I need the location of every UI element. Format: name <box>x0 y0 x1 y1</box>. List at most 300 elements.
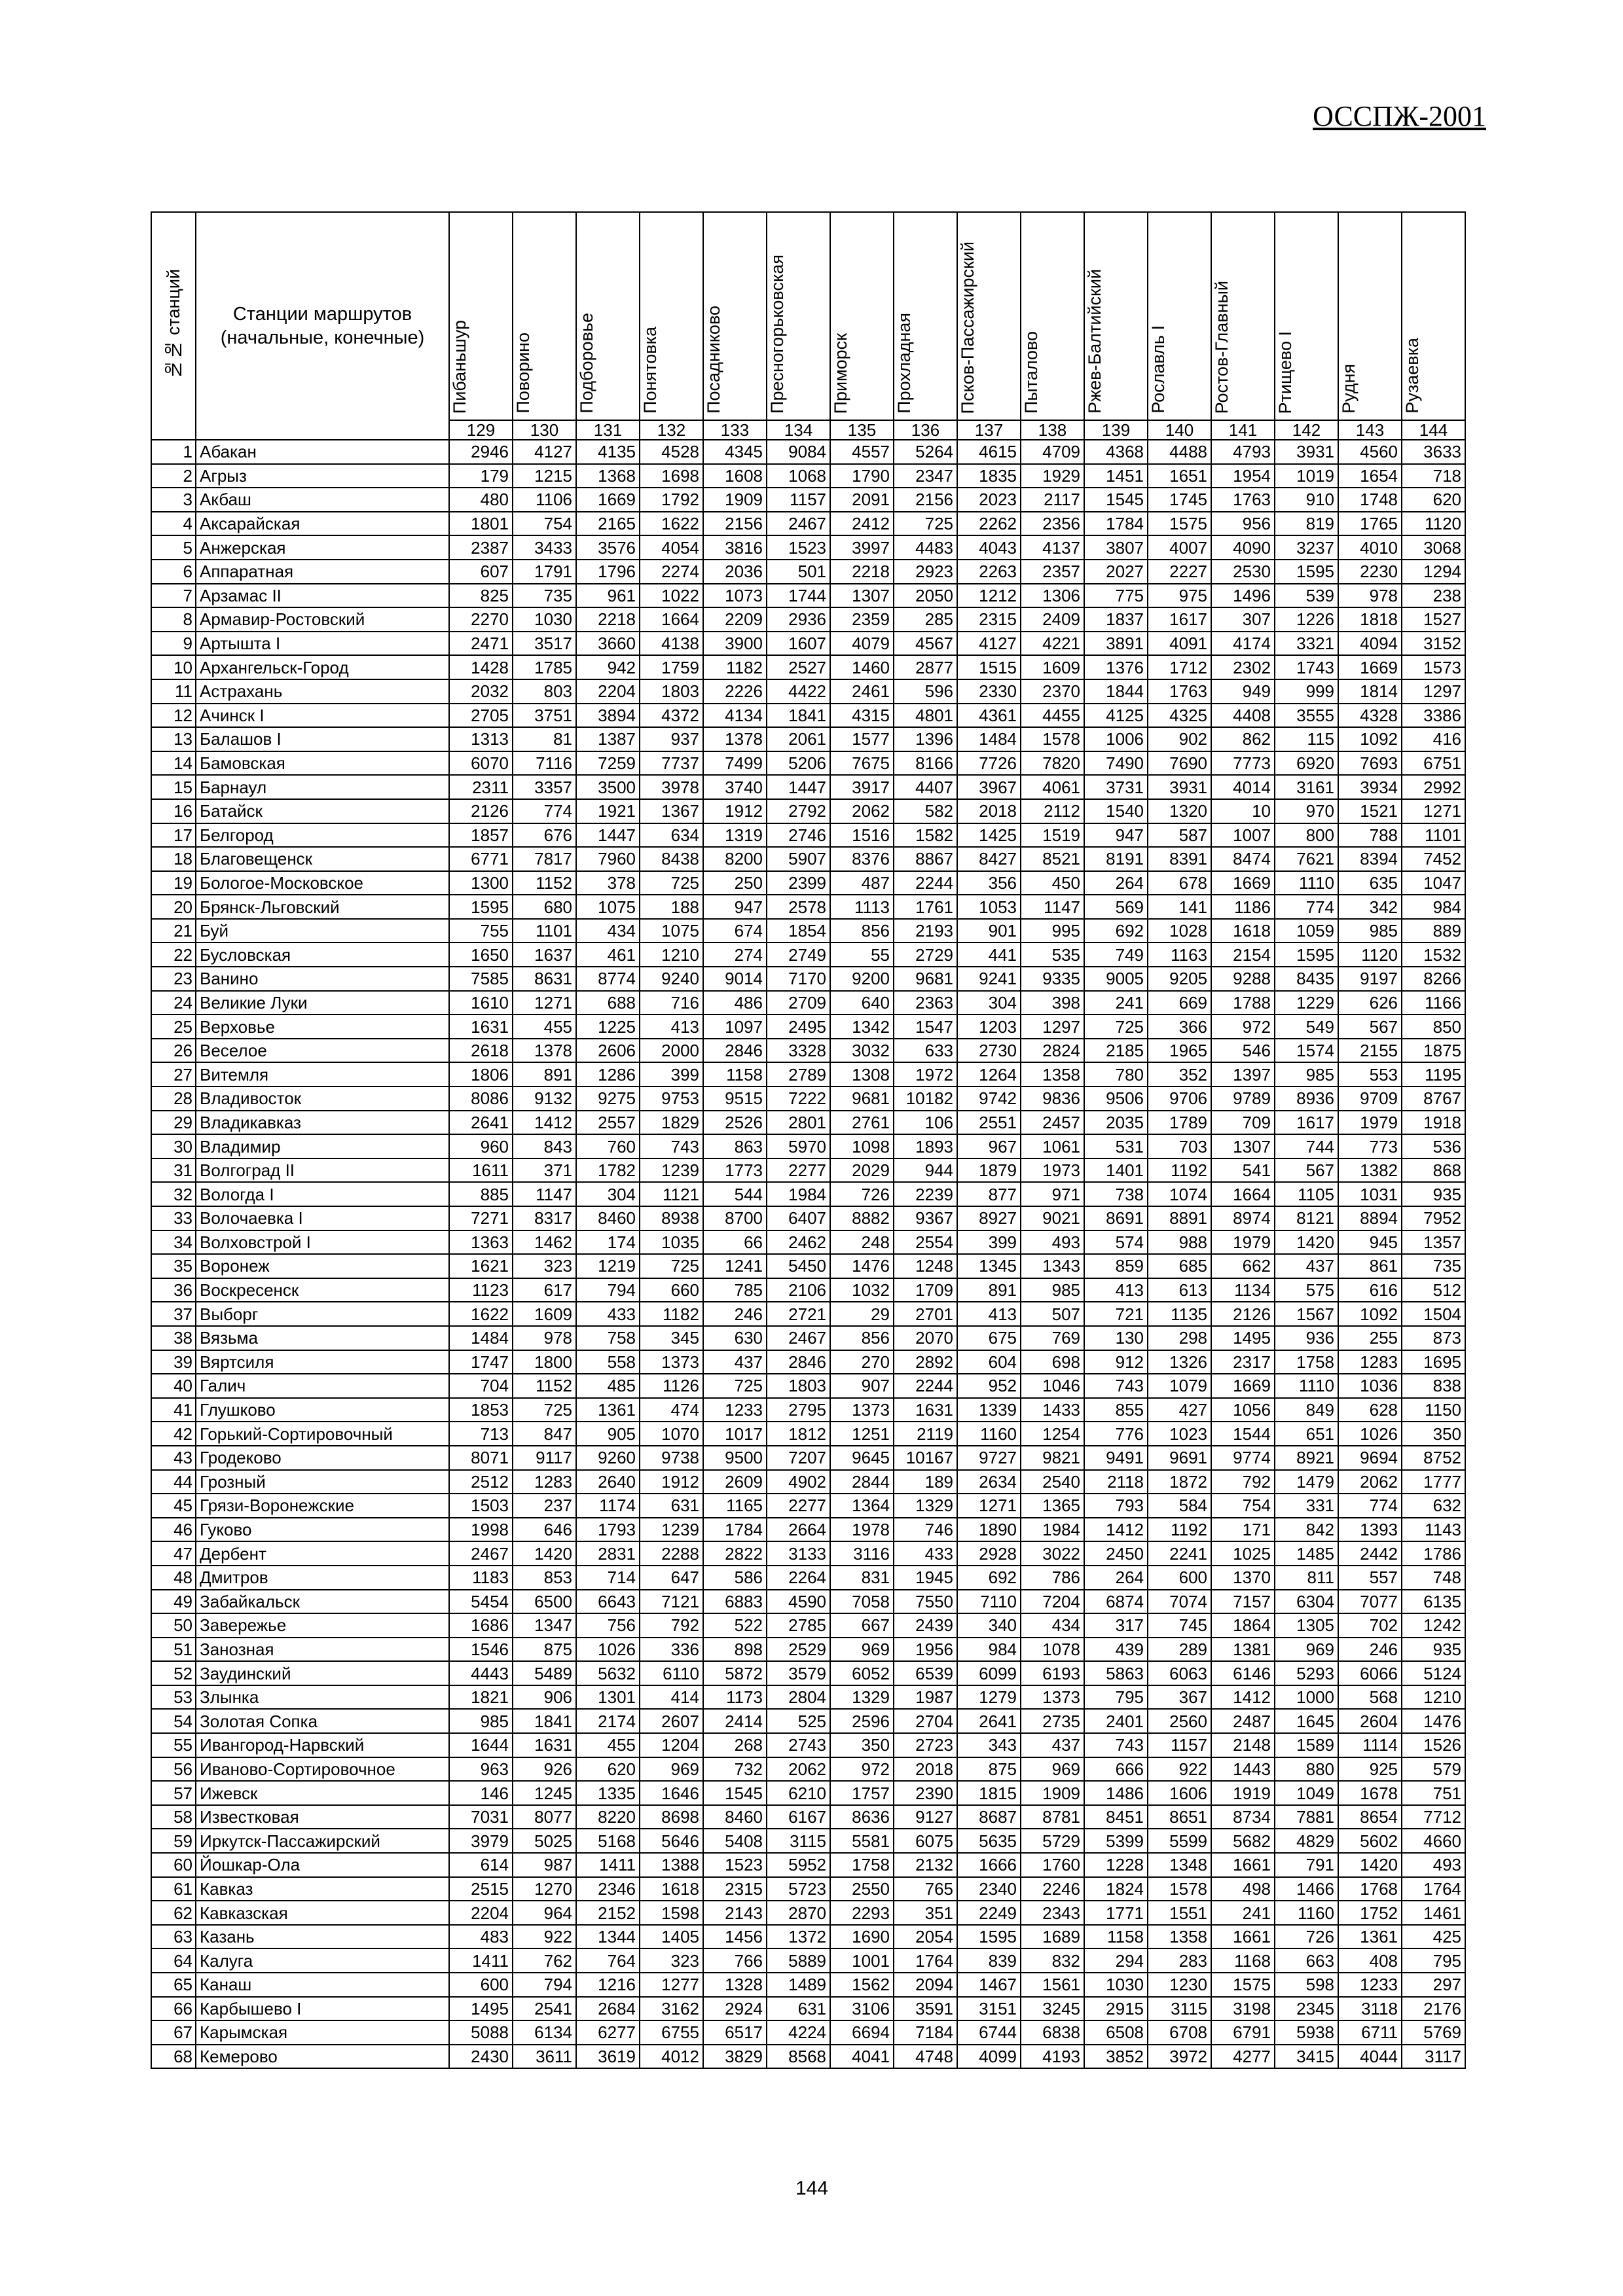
destination-station-name: Приморск <box>831 332 850 414</box>
distance-cell: 746 <box>894 1518 957 1542</box>
station-column-header <box>196 212 449 440</box>
distance-cell: 1264 <box>957 1062 1021 1086</box>
distance-cell: 6517 <box>703 2020 767 2045</box>
distance-cell: 437 <box>1021 1733 1084 1757</box>
index-column-label: №№ станций <box>164 269 183 380</box>
distance-cell: 1709 <box>894 1278 957 1302</box>
station-index: 49 <box>151 1590 196 1614</box>
distance-cell: 1344 <box>576 1925 640 1949</box>
distance-cell: 567 <box>1275 1158 1338 1183</box>
distance-cell: 716 <box>640 991 703 1015</box>
distance-cell: 1595 <box>449 895 513 919</box>
distance-cell: 582 <box>894 799 957 823</box>
distance-cell: 891 <box>513 1062 576 1086</box>
distance-cell: 1562 <box>830 1973 894 1997</box>
distance-cell: 773 <box>1338 1134 1402 1158</box>
destination-station-name: Рудня <box>1339 364 1359 414</box>
distance-cell: 5635 <box>957 1829 1021 1853</box>
station-name: Бологое-Московское <box>196 871 449 895</box>
destination-column-header <box>957 212 1021 420</box>
distance-cell: 2467 <box>767 1326 830 1350</box>
distance-cell: 237 <box>513 1494 576 1518</box>
distance-cell: 4368 <box>1084 440 1148 464</box>
distance-cell: 901 <box>957 919 1021 943</box>
table-row <box>151 775 1465 799</box>
distance-cell: 4054 <box>640 535 703 560</box>
distance-cell: 6063 <box>1148 1661 1211 1685</box>
distance-cell: 8781 <box>1021 1805 1084 1829</box>
distance-cell: 596 <box>894 679 957 704</box>
station-name: Завережье <box>196 1613 449 1638</box>
distance-cell: 2870 <box>767 1901 830 1925</box>
destination-station-name: Пресногорьковская <box>767 255 787 414</box>
table-row <box>151 1613 1465 1638</box>
distance-cell: 3032 <box>830 1039 894 1063</box>
distance-cell: 2239 <box>894 1182 957 1206</box>
station-index: 6 <box>151 560 196 584</box>
distance-cell: 553 <box>1338 1062 1402 1086</box>
distance-cell: 4407 <box>894 775 957 799</box>
destination-station-name: Ртищево I <box>1275 331 1295 414</box>
distance-cell: 803 <box>513 679 576 704</box>
distance-cell: 1348 <box>1148 1853 1211 1877</box>
distance-cell: 1271 <box>1402 799 1465 823</box>
distance-cell: 1890 <box>957 1518 1021 1542</box>
distance-cell: 2664 <box>767 1518 830 1542</box>
station-index: 27 <box>151 1062 196 1086</box>
distance-cell: 9515 <box>703 1086 767 1111</box>
distance-cell: 678 <box>1148 871 1211 895</box>
distance-cell: 1595 <box>957 1925 1021 1949</box>
station-index: 35 <box>151 1254 196 1278</box>
distance-cell: 6694 <box>830 2020 894 2045</box>
distance-cell: 891 <box>957 1278 1021 1302</box>
distance-cell: 1358 <box>1021 1062 1084 1086</box>
distance-cell: 842 <box>1275 1518 1338 1542</box>
distance-cell: 8974 <box>1211 1206 1275 1230</box>
distance-cell: 531 <box>1084 1134 1148 1158</box>
distance-cell: 2023 <box>957 488 1021 512</box>
distance-cell: 2270 <box>449 607 513 632</box>
distance-cell: 1313 <box>449 727 513 751</box>
distance-cell: 1844 <box>1084 679 1148 704</box>
distance-cell: 298 <box>1148 1326 1211 1350</box>
distance-cell: 1466 <box>1275 1877 1338 1901</box>
distance-cell: 2450 <box>1084 1541 1148 1566</box>
distance-cell: 1157 <box>767 488 830 512</box>
distance-cell: 632 <box>1402 1494 1465 1518</box>
station-index: 9 <box>151 632 196 656</box>
distance-cell: 1748 <box>1338 488 1402 512</box>
station-name: Кемерово <box>196 2045 449 2069</box>
distance-cell: 7259 <box>576 751 640 776</box>
distance-cell: 1578 <box>1021 727 1084 751</box>
table-row <box>151 1326 1465 1350</box>
distance-cell: 8200 <box>703 847 767 871</box>
distance-cell: 189 <box>894 1470 957 1494</box>
distance-cell: 1168 <box>1211 1948 1275 1973</box>
distance-cell: 9014 <box>703 967 767 991</box>
distance-cell: 3731 <box>1084 775 1148 799</box>
distance-cell: 493 <box>1402 1853 1465 1877</box>
distance-cell: 2227 <box>1148 560 1211 584</box>
distance-cell: 7204 <box>1021 1590 1084 1614</box>
distance-cell: 725 <box>894 512 957 536</box>
distance-cell: 1212 <box>957 584 1021 608</box>
distance-cell: 1056 <box>1211 1398 1275 1422</box>
distance-cell: 1622 <box>449 1302 513 1326</box>
distance-cell: 8435 <box>1275 967 1338 991</box>
distance-cell: 1523 <box>703 1853 767 1877</box>
distance-cell: 1150 <box>1402 1398 1465 1422</box>
distance-cell: 6304 <box>1275 1590 1338 1614</box>
distance-cell: 9727 <box>957 1446 1021 1470</box>
station-index: 26 <box>151 1039 196 1063</box>
distance-cell: 885 <box>449 1182 513 1206</box>
distance-cell: 343 <box>957 1733 1021 1757</box>
distance-cell: 366 <box>1148 1014 1211 1039</box>
distance-cell: 4408 <box>1211 704 1275 728</box>
distance-cell: 985 <box>1021 1278 1084 1302</box>
distance-cell: 4443 <box>449 1661 513 1685</box>
distance-cell: 1973 <box>1021 1158 1084 1183</box>
station-index: 68 <box>151 2045 196 2069</box>
distance-cell: 1815 <box>957 1781 1021 1805</box>
distance-cell: 1074 <box>1148 1182 1211 1206</box>
station-name: Канаш <box>196 1973 449 1997</box>
distance-cell: 5399 <box>1084 1829 1148 1853</box>
distance-cell: 241 <box>1084 991 1148 1015</box>
distance-cell: 9197 <box>1338 967 1402 991</box>
distance-cell: 4361 <box>957 704 1021 728</box>
distance-cell: 4044 <box>1338 2045 1402 2069</box>
distance-cell: 323 <box>640 1948 703 1973</box>
distance-cell: 964 <box>513 1901 576 1925</box>
distance-cell: 3660 <box>576 632 640 656</box>
distance-cell: 630 <box>703 1326 767 1350</box>
distance-cell: 8071 <box>449 1446 513 1470</box>
distance-cell: 843 <box>513 1134 576 1158</box>
station-index: 60 <box>151 1853 196 1877</box>
distance-cell: 9084 <box>767 440 830 464</box>
distance-cell: 398 <box>1021 991 1084 1015</box>
station-name: Буй <box>196 919 449 943</box>
station-name: Астрахань <box>196 679 449 704</box>
distance-cell: 1972 <box>894 1062 957 1086</box>
distance-cell: 2596 <box>830 1709 894 1733</box>
distance-cell: 1824 <box>1084 1877 1148 1901</box>
distance-cell: 2704 <box>894 1709 957 1733</box>
table-row <box>151 1661 1465 1685</box>
distance-cell: 9681 <box>894 967 957 991</box>
distance-cell: 2356 <box>1021 512 1084 536</box>
distance-cell: 2526 <box>703 1111 767 1135</box>
distance-cell: 579 <box>1402 1757 1465 1782</box>
distance-cell: 246 <box>1338 1638 1402 1662</box>
distance-cell: 1759 <box>640 655 703 679</box>
distance-cell: 1582 <box>894 823 957 848</box>
distance-cell: 1110 <box>1275 1374 1338 1398</box>
distance-cell: 7157 <box>1211 1590 1275 1614</box>
distance-cell: 6167 <box>767 1805 830 1829</box>
distance-cell: 2345 <box>1275 1997 1338 2021</box>
distance-cell: 264 <box>1084 871 1148 895</box>
distance-cell: 4041 <box>830 2045 894 2069</box>
distance-cell: 3116 <box>830 1541 894 1566</box>
distance-cell: 4127 <box>513 440 576 464</box>
distance-cell: 6407 <box>767 1206 830 1230</box>
distance-cell: 2409 <box>1021 607 1084 632</box>
distance-cell: 1618 <box>1211 919 1275 943</box>
distance-cell: 522 <box>703 1613 767 1638</box>
distance-cell: 1412 <box>1211 1685 1275 1710</box>
destination-column-number: 138 <box>1021 420 1084 440</box>
distance-cell: 1019 <box>1275 464 1338 488</box>
distance-cell: 1526 <box>1402 1733 1465 1757</box>
distance-cell: 1841 <box>767 704 830 728</box>
distance-cell: 2527 <box>767 655 830 679</box>
distance-cell: 2302 <box>1211 655 1275 679</box>
distance-cell: 935 <box>1402 1638 1465 1662</box>
distance-cell: 3740 <box>703 775 767 799</box>
distance-cell: 1308 <box>830 1062 894 1086</box>
distance-cell: 2515 <box>449 1877 513 1901</box>
distance-cell: 8376 <box>830 847 894 871</box>
distance-cell: 786 <box>1021 1566 1084 1590</box>
distance-cell: 1532 <box>1402 942 1465 967</box>
station-name: Акбаш <box>196 488 449 512</box>
station-name: Карбышево I <box>196 1997 449 2021</box>
station-index: 65 <box>151 1973 196 1997</box>
station-name: Аксарайская <box>196 512 449 536</box>
distance-cell: 6643 <box>576 1590 640 1614</box>
distance-cell: 795 <box>1084 1685 1148 1710</box>
distance-cell: 1561 <box>1021 1973 1084 1997</box>
station-name: Абакан <box>196 440 449 464</box>
distance-cell: 1396 <box>894 727 957 751</box>
distance-cell: 2054 <box>894 1925 957 1949</box>
distance-cell: 2495 <box>767 1014 830 1039</box>
header-row <box>151 212 1465 420</box>
distance-cell: 3022 <box>1021 1541 1084 1566</box>
distance-cell: 839 <box>957 1948 1021 1973</box>
distance-cell: 1393 <box>1338 1518 1402 1542</box>
distance-cell: 9753 <box>640 1086 703 1111</box>
distance-cell: 1226 <box>1275 607 1338 632</box>
distance-cell: 907 <box>830 1374 894 1398</box>
distance-cell: 856 <box>830 1326 894 1350</box>
distance-cell: 9836 <box>1021 1086 1084 1111</box>
distance-cell: 794 <box>513 1973 576 1997</box>
distance-cell: 433 <box>894 1541 957 1566</box>
distance-cell: 764 <box>576 1948 640 1973</box>
station-name: Батайск <box>196 799 449 823</box>
distance-cell: 1101 <box>513 919 576 943</box>
distance-cell: 2204 <box>576 679 640 704</box>
distance-cell: 2154 <box>1211 942 1275 967</box>
station-index: 48 <box>151 1566 196 1590</box>
station-name: Арзамас II <box>196 584 449 608</box>
distance-cell: 2723 <box>894 1733 957 1757</box>
distance-cell: 106 <box>894 1111 957 1135</box>
distance-cell: 1589 <box>1275 1733 1338 1757</box>
distance-cell: 413 <box>640 1014 703 1039</box>
distance-cell: 1239 <box>640 1158 703 1183</box>
distance-cell: 6500 <box>513 1590 576 1614</box>
distance-cell: 713 <box>449 1422 513 1446</box>
distance-cell: 1485 <box>1275 1541 1338 1566</box>
distance-cell: 984 <box>957 1638 1021 1662</box>
distance-cell: 5907 <box>767 847 830 871</box>
distance-cell: 8936 <box>1275 1086 1338 1111</box>
table-row <box>151 727 1465 751</box>
distance-cell: 2106 <box>767 1278 830 1302</box>
distance-cell: 1476 <box>830 1254 894 1278</box>
station-index: 40 <box>151 1374 196 1398</box>
distance-cell: 744 <box>1275 1134 1338 1158</box>
distance-cell: 1979 <box>1211 1230 1275 1255</box>
distance-cell: 956 <box>1211 512 1275 536</box>
distance-cell: 7121 <box>640 1590 703 1614</box>
distance-cell: 725 <box>640 1254 703 1278</box>
distance-cell: 1092 <box>1338 727 1402 751</box>
distance-cell: 4137 <box>1021 535 1084 560</box>
distance-cell: 342 <box>1338 895 1402 919</box>
distance-cell: 5581 <box>830 1829 894 1853</box>
table-row <box>151 1638 1465 1662</box>
distance-cell: 749 <box>1084 942 1148 967</box>
distance-cell: 5454 <box>449 1590 513 1614</box>
distance-cell: 2801 <box>767 1111 830 1135</box>
distance-cell: 2541 <box>513 1997 576 2021</box>
distance-cell: 1114 <box>1338 1733 1402 1757</box>
table-row <box>151 1590 1465 1614</box>
station-name: Ижевск <box>196 1781 449 1805</box>
table-row <box>151 991 1465 1015</box>
distance-cell: 1650 <box>449 942 513 967</box>
distance-cell: 616 <box>1338 1278 1402 1302</box>
table-row <box>151 967 1465 991</box>
distance-cell: 704 <box>449 1374 513 1398</box>
document-code: ОССПЖ-2001 <box>1313 100 1486 132</box>
table-row <box>151 823 1465 848</box>
station-index: 57 <box>151 1781 196 1805</box>
distance-cell: 692 <box>957 1566 1021 1590</box>
distance-cell: 600 <box>449 1973 513 1997</box>
distance-cell: 2244 <box>894 1374 957 1398</box>
distance-cell: 6539 <box>894 1661 957 1685</box>
distance-cell: 1271 <box>957 1494 1021 1518</box>
distance-cell: 1621 <box>449 1254 513 1278</box>
distance-cell: 1690 <box>830 1925 894 1949</box>
distance-cell: 434 <box>1021 1613 1084 1638</box>
distance-cell: 1545 <box>1084 488 1148 512</box>
distance-cell: 975 <box>1148 584 1211 608</box>
distance-cell: 838 <box>1402 1374 1465 1398</box>
distance-cell: 745 <box>1148 1613 1211 1638</box>
distance-cell: 9691 <box>1148 1446 1211 1470</box>
distance-cell: 8121 <box>1275 1206 1338 1230</box>
distance-cell: 1183 <box>449 1566 513 1590</box>
distance-cell: 1837 <box>1084 607 1148 632</box>
distance-cell: 4277 <box>1211 2045 1275 2069</box>
distance-cell: 1764 <box>894 1948 957 1973</box>
distance-cell: 1361 <box>1338 1925 1402 1949</box>
distance-cell: 4099 <box>957 2045 1021 2069</box>
destination-column-header <box>1338 212 1402 420</box>
station-index: 52 <box>151 1661 196 1685</box>
distance-cell: 8700 <box>703 1206 767 1230</box>
distance-cell: 604 <box>957 1350 1021 1374</box>
distance-cell: 1026 <box>1338 1422 1402 1446</box>
table-row <box>151 1709 1465 1733</box>
distance-cell: 3068 <box>1402 535 1465 560</box>
table-row <box>151 942 1465 967</box>
distance-cell: 774 <box>1338 1494 1402 1518</box>
distance-cell: 1225 <box>576 1014 640 1039</box>
distance-cell: 2112 <box>1021 799 1084 823</box>
destination-column-number: 144 <box>1402 420 1465 440</box>
distance-cell: 2062 <box>767 1757 830 1782</box>
distance-cell: 8438 <box>640 847 703 871</box>
distance-cell: 1017 <box>703 1422 767 1446</box>
distance-cell: 1300 <box>449 871 513 895</box>
table-row <box>151 488 1465 512</box>
distance-cell: 9709 <box>1338 1086 1402 1111</box>
distance-cell: 4221 <box>1021 632 1084 656</box>
distance-cell: 6146 <box>1211 1661 1275 1685</box>
station-name: Верховье <box>196 1014 449 1039</box>
distance-cell: 1215 <box>513 464 576 488</box>
destination-column-number: 141 <box>1211 420 1275 440</box>
distance-cell: 3591 <box>894 1997 957 2021</box>
distance-cell: 8654 <box>1338 1805 1402 1829</box>
distance-cell: 3198 <box>1211 1997 1275 2021</box>
distance-cell: 1965 <box>1148 1039 1211 1063</box>
distance-cell: 967 <box>957 1134 1021 1158</box>
distance-cell: 3133 <box>767 1541 830 1566</box>
distance-cell: 1113 <box>830 895 894 919</box>
distance-cell: 847 <box>513 1422 576 1446</box>
distance-cell: 7621 <box>1275 847 1338 871</box>
distance-cell: 6066 <box>1338 1661 1402 1685</box>
station-name: Заудинский <box>196 1661 449 1685</box>
distance-cell: 1297 <box>1021 1014 1084 1039</box>
distance-cell: 792 <box>640 1613 703 1638</box>
table-row <box>151 1781 1465 1805</box>
distance-cell: 1757 <box>830 1781 894 1805</box>
distance-cell: 2357 <box>1021 560 1084 584</box>
distance-cell: 947 <box>703 895 767 919</box>
distance-cell: 8921 <box>1275 1446 1338 1470</box>
destination-column-number: 134 <box>767 420 830 440</box>
table-row <box>151 560 1465 584</box>
distance-cell: 6508 <box>1084 2020 1148 2045</box>
distance-cell: 1143 <box>1402 1518 1465 1542</box>
distance-cell: 800 <box>1275 823 1338 848</box>
distance-cell: 620 <box>576 1757 640 1782</box>
station-name: Горький-Сортировочный <box>196 1422 449 1446</box>
distance-cell: 1233 <box>703 1398 767 1422</box>
distance-cell: 2262 <box>957 512 1021 536</box>
station-index: 62 <box>151 1901 196 1925</box>
distance-cell: 455 <box>576 1733 640 1757</box>
distance-cell: 8927 <box>957 1206 1021 1230</box>
distance-cell: 1695 <box>1402 1350 1465 1374</box>
distance-cell: 646 <box>513 1518 576 1542</box>
distance-cell: 2244 <box>894 871 957 895</box>
station-name: Владивосток <box>196 1086 449 1111</box>
